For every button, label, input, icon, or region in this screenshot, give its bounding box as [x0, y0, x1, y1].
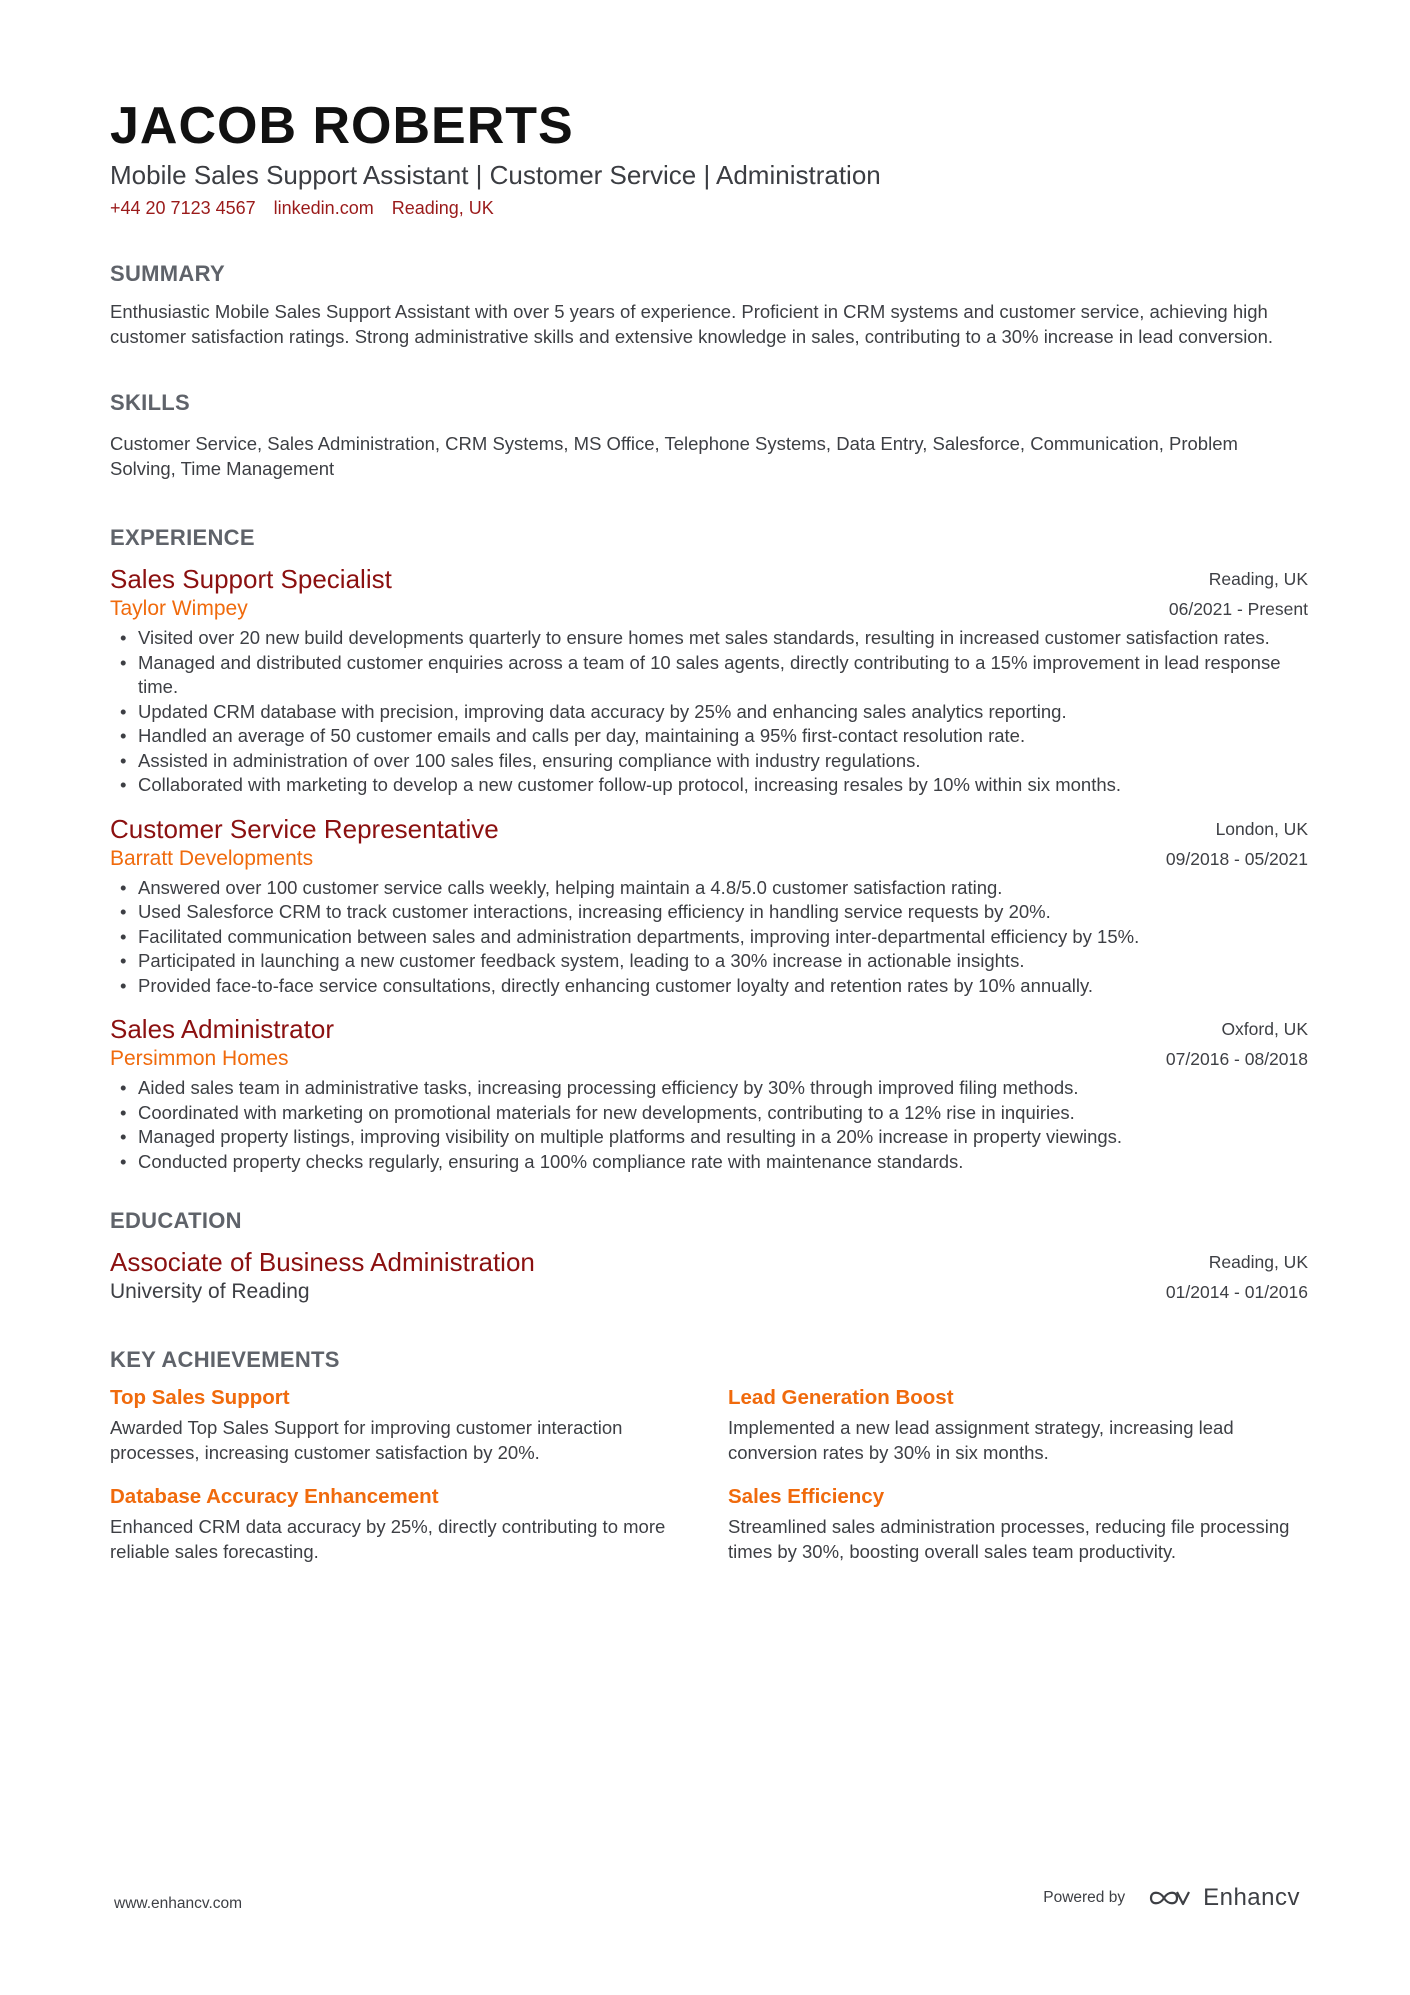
candidate-name: JACOB ROBERTS — [110, 97, 574, 155]
achievement-title: Lead Generation Boost — [728, 1386, 954, 1409]
company-name: Taylor Wimpey — [110, 597, 248, 620]
summary-text: Enthusiastic Mobile Sales Support Assistant with over 5 years of experience. Proficient in CRM systems and customer service, achieving high customer satisfaction ratings. Strong administrative skills and extensive knowledge in sales, contributing to a 30% increase in lead conversion. — [110, 301, 1274, 347]
school-dates: 01/2014 - 01/2016 — [1165, 1282, 1308, 1302]
experience-section — [110, 524, 1308, 1174]
enhancv-logo[interactable] — [1147, 1884, 1300, 1912]
section-title: SUMMARY — [110, 261, 225, 286]
achievement-description: Enhanced CRM data accuracy by 25%, directly contributing to more reliable sales forecasting. — [110, 1516, 666, 1562]
bullet-item: • Collaborated with marketing to develop a new customer follow-up protocol, increasing resales by 10% within six months. — [138, 773, 1308, 798]
linkedin-link[interactable]: linkedin.com — [273, 198, 374, 218]
footer-branding — [1043, 1884, 1300, 1912]
bullet-item: • Used Salesforce CRM to track customer interactions, increasing efficiency in handling service requests by 20%. — [138, 900, 1308, 925]
bullet-item: • Managed and distributed customer enquiries across a team of 10 sales agents, directly contributing to a 15% improvement in lead response time. — [138, 651, 1308, 700]
achievements-section — [110, 1346, 1308, 1564]
experience-entry — [110, 1014, 1308, 1174]
job-location: Oxford, UK — [1221, 1019, 1308, 1039]
brand-name: Enhancv — [1203, 1884, 1300, 1911]
degree-title: Associate of Business Administration — [110, 1247, 535, 1277]
school-location: Reading, UK — [1208, 1252, 1308, 1272]
achievement-title: Top Sales Support — [110, 1386, 290, 1409]
bullet-item: • Aided sales team in administrative tasks, increasing processing efficiency by 30% through improved filing methods. — [138, 1076, 1308, 1101]
job-location: London, UK — [1215, 818, 1308, 839]
location-text: Reading, UK — [391, 198, 494, 218]
bullet-item: • Provided face-to-face service consultations, directly enhancing customer loyalty and retention rates by 10% annually. — [138, 974, 1308, 999]
job-location: Reading, UK — [1208, 569, 1308, 589]
job-bullets — [110, 876, 1308, 999]
company-name: Persimmon Homes — [110, 1047, 289, 1070]
job-bullets — [110, 1076, 1308, 1174]
bullet-item: • Participated in launching a new customer feedback system, leading to a 30% increase in actionable insights. — [138, 949, 1308, 974]
achievements-grid — [110, 1384, 1308, 1564]
achievement-title: Sales Efficiency — [728, 1485, 885, 1508]
education-section — [110, 1207, 1308, 1307]
resume-content — [110, 96, 1308, 1564]
bullet-item: • Conducted property checks regularly, ensuring a 100% compliance rate with maintenance standards. — [138, 1150, 1308, 1175]
summary-section — [110, 260, 1308, 349]
bullet-item: • Handled an average of 50 customer emails and calls per day, maintaining a 95% first-contact resolution rate. — [138, 724, 1308, 749]
section-title: KEY ACHIEVEMENTS — [110, 1347, 340, 1372]
bullet-item: • Visited over 20 new build developments quarterly to ensure homes met sales standards, resulting in increased customer satisfaction rates. — [138, 626, 1308, 651]
achievement-description: Awarded Top Sales Support for improving customer interaction processes, increasing customer satisfaction by 20%. — [110, 1417, 623, 1463]
section-title: SKILLS — [110, 390, 191, 415]
skills-section — [110, 389, 1308, 481]
job-bullets — [110, 626, 1308, 798]
skills-text: Customer Service, Sales Administration, CRM Systems, MS Office, Telephone Systems, Data Entry, Salesforce, Communication, Problem Solving, Time Management — [110, 433, 1238, 479]
footer-website-link[interactable]: www.enhancv.com — [114, 1895, 243, 1912]
bullet-item: • Answered over 100 customer service calls weekly, helping maintain a 4.8/5.0 customer satisfaction rating. — [138, 876, 1308, 901]
section-title: EXPERIENCE — [110, 525, 255, 550]
bullet-item: • Facilitated communication between sales and administration departments, improving inter-departmental efficiency by 15%. — [138, 925, 1308, 950]
section-title: EDUCATION — [110, 1208, 242, 1233]
job-dates: 09/2018 - 05/2021 — [1165, 848, 1308, 869]
achievement-title: Database Accuracy Enhancement — [110, 1485, 439, 1508]
achievement-description: Streamlined sales administration processes, reducing file processing times by 30%, boosting overall sales team productivity. — [728, 1516, 1290, 1562]
enhancv-logo-icon — [1147, 1886, 1193, 1910]
bullet-item: • Assisted in administration of over 100 sales files, ensuring compliance with industry regulations. — [138, 749, 1308, 774]
school-name: University of Reading — [110, 1280, 310, 1303]
contact-info — [110, 196, 1308, 220]
achievement-item — [728, 1483, 1318, 1564]
achievement-item — [110, 1483, 700, 1564]
resume-header — [110, 96, 1308, 220]
job-title: Sales Administrator — [110, 1014, 334, 1044]
powered-by-text: Powered by — [1043, 1889, 1126, 1906]
company-name: Barratt Developments — [110, 846, 314, 870]
experience-entry — [110, 564, 1308, 798]
achievement-item — [728, 1384, 1318, 1465]
experience-entry — [110, 814, 1308, 999]
job-title: Customer Service Representative — [110, 813, 499, 844]
achievement-item — [110, 1384, 700, 1465]
bullet-item: • Managed property listings, improving visibility on multiple platforms and resulting in a 20% increase in property viewings. — [138, 1125, 1308, 1150]
achievement-description: Implemented a new lead assignment strategy, increasing lead conversion rates by 30% in six months. — [728, 1417, 1234, 1463]
candidate-headline: Mobile Sales Support Assistant | Customer Service | Administration — [110, 160, 881, 190]
bullet-item: • Updated CRM database with precision, improving data accuracy by 25% and enhancing sales analytics reporting. — [138, 700, 1308, 725]
job-title: Sales Support Specialist — [110, 564, 392, 594]
job-dates: 07/2016 - 08/2018 — [1165, 1049, 1308, 1069]
bullet-item: • Coordinated with marketing on promotional materials for new developments, contributing to a 12% rise in inquiries. — [138, 1101, 1308, 1126]
education-entry — [110, 1247, 1308, 1307]
phone-link[interactable]: +44 20 7123 4567 — [110, 198, 256, 218]
job-dates: 06/2021 - Present — [1168, 599, 1308, 619]
